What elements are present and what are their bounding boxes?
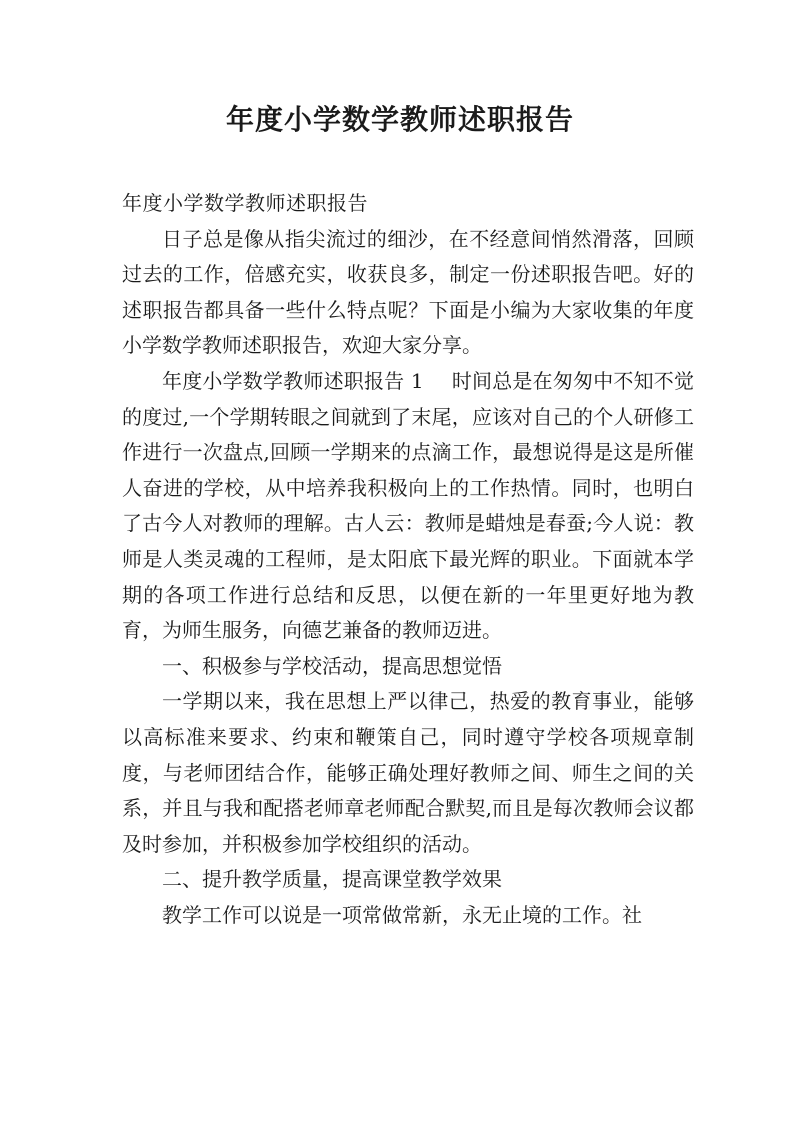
- report-intro: 时间总是在匆匆中不知不觉的度过,一个学期转眼之间就到了末尾，应该对自己的个人研修工作进行一次盘点,回顾一学期来的点滴工作，最想说得是这是所催人奋进的学校，从中培养我积极向上的工作热情。同时，也明白了古今人对教师的理解。古人云：教师是蜡烛是春蚕;今人说：教师是人类灵魂的工程师，是太阳底下最光辉的职业。下面就本学期的各项工作进行总结和反思，以便在新的一年里更好地为教育，为师生服务，向德艺兼备的教师迈进。: [122, 368, 694, 643]
- document-subtitle: 年度小学数学教师述职报告: [122, 191, 368, 215]
- document-title: 年度小学数学教师述职报告: [225, 103, 574, 136]
- section1-body: 一学期以来，我在思想上严以律己，热爱的教育事业，能够以高标准来要求、约束和鞭策自己，同时遵守学校各项规章制度，与老师团结合作，能够正确处理好教师之间、师生之间的关系，并且与我和配搭老师章老师配合默契,而且是每次教师会议都及时参加，并积极参加学校组织的活动。: [122, 689, 694, 856]
- section2-body: 教学工作可以说是一项常做常新，永无止境的工作。社: [162, 902, 642, 927]
- section2-heading: 二、提升教学质量，提高课堂教学效果: [162, 867, 502, 892]
- document-body: [122, 186, 694, 933]
- report-paragraph: [122, 364, 694, 649]
- report-label: 年度小学数学教师述职报告 1: [162, 368, 424, 393]
- section1-heading: 一、积极参与学校活动，提高思想觉悟: [162, 653, 502, 678]
- intro-paragraph: 日子总是像从指尖流过的细沙，在不经意间悄然滑落，回顾过去的工作，倍感充实，收获良多，制定一份述职报告吧。好的述职报告都具备一些什么特点呢？下面是小编为大家收集的年度小学数学教师述职报告，欢迎大家分享。: [122, 226, 694, 358]
